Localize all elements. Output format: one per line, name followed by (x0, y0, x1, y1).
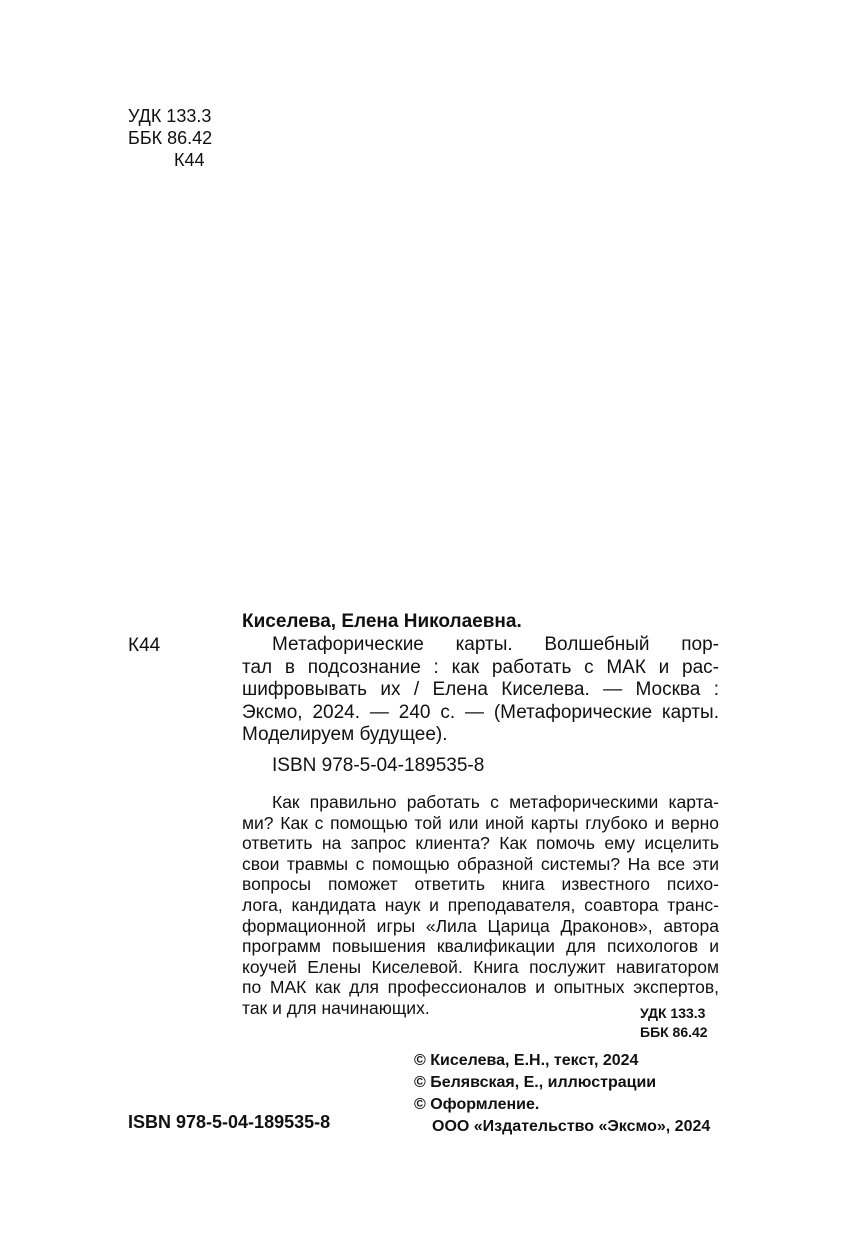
bbk-code: ББК 86.42 (640, 1024, 708, 1040)
annotation-line: коучей Елены Киселевой. Книга послужит навигатором (242, 956, 719, 977)
bibliographic-description (242, 634, 719, 747)
author-heading: Киселева, Елена Николаевна. (242, 611, 522, 632)
description-line: Эксмо, 2024. — 240 с. — (Метафорические карты. (242, 701, 719, 723)
entry-author-sign: К44 (128, 635, 161, 656)
udk-code: УДК 133.3 (128, 106, 212, 126)
bbk-code: ББК 86.42 (128, 128, 213, 148)
annotation-line: ответить на запрос клиента? Как помочь ему исцелить (242, 833, 719, 854)
copyright-line: ООО «Издательство «Эксмо», 2024 (432, 1118, 711, 1135)
annotation (242, 792, 719, 1019)
udk-code: УДК 133.3 (640, 1005, 706, 1021)
annotation-line: так и для начинающих. (242, 997, 430, 1018)
annotation-line: лога, кандидата наук и преподавателя, соавтора транс- (242, 894, 719, 915)
description-line: Метафорические карты. Волшебный пор- (272, 634, 719, 655)
annotation-line: свои травмы с помощью образной системы? На все эти (242, 853, 719, 874)
annotation-line: формационной игры «Лила Царица Драконов», автора (242, 915, 719, 936)
annotation-line: Как правильно работать с метафорическими карта- (272, 792, 719, 812)
annotation-line: ми? Как с помощью той или иной карты глубоко и верно (242, 812, 719, 833)
entry-isbn: ISBN 978-5-04-189535-8 (272, 755, 485, 776)
author-sign: К44 (174, 150, 205, 170)
copyright-line: © Белявская, Е., иллюстрации (414, 1074, 657, 1091)
annotation-line: по МАК как для профессионалов и опытных экспертов, (242, 977, 719, 998)
copyright-block (414, 1050, 710, 1138)
annotation-line: программ повышения квалификации для психологов и (242, 936, 719, 957)
isbn-bottom: ISBN 978-5-04-189535-8 (128, 1112, 331, 1132)
description-line: тал в подсознание : как работать с МАК и рас- (242, 656, 719, 678)
annotation-line: вопросы поможет ответить книга известного психо- (242, 874, 719, 895)
bottom-classification-codes (640, 1004, 708, 1042)
copyright-line: © Оформление. (414, 1096, 540, 1113)
copyright-line: © Киселева, Е.Н., текст, 2024 (414, 1052, 639, 1069)
description-line: Моделируем будущее). (242, 724, 448, 745)
description-line: шифровывать их / Елена Киселева. — Москва : (242, 679, 719, 700)
